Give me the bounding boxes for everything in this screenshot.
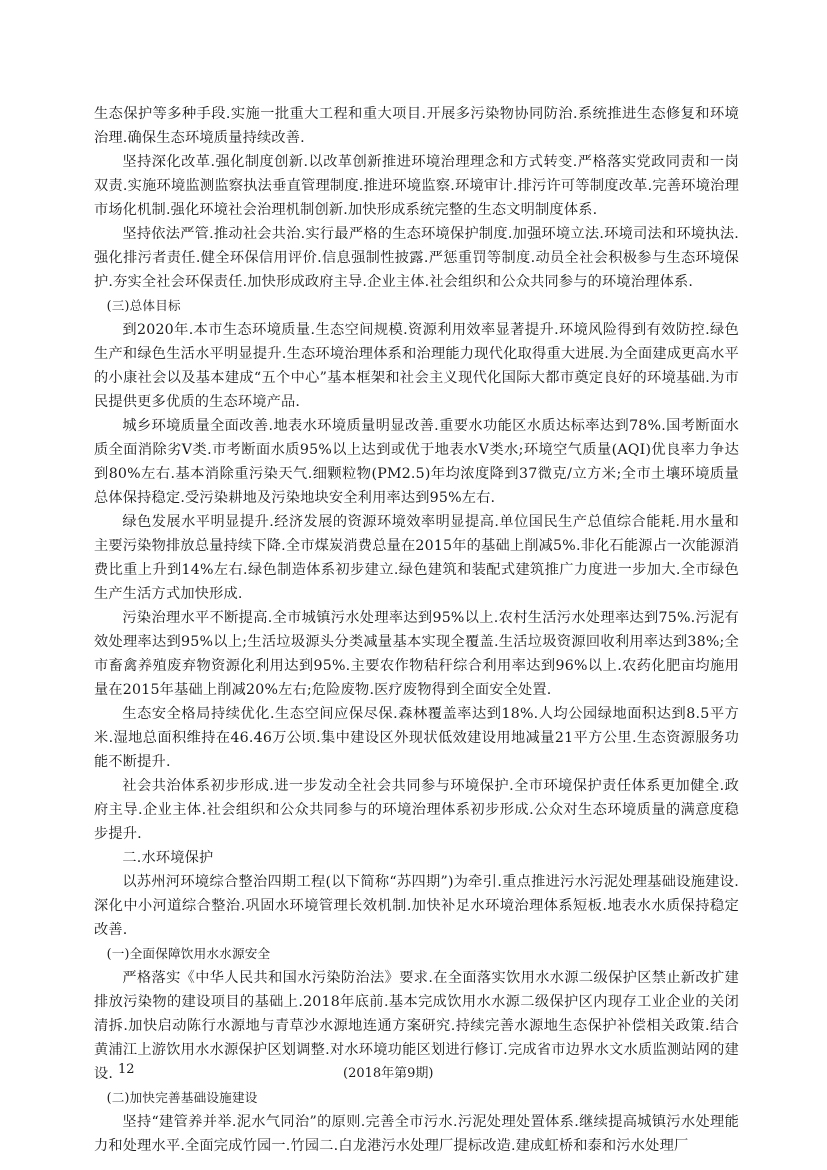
body-paragraph: 污染治理水平不断提高.全市城镇污水处理率达到95%以上.农村生活污水处理率达到75%.污泥有效处理率达到95%以上;生活垃圾源头分类减量基本实现全覆盖.生活垃圾资源回收利用率达到38%;全市畜禽养殖废弃物资源化利用达到95%.主要农作物秸秆综合利用率达到96%以上.农药化肥亩均施用量在2015年基础上削减20%左右;危险废物.医疗废物得到全面安全处置. xyxy=(94,610,739,698)
body-paragraph: 以苏州河环境综合整治四期工程(以下简称“苏四期”)为牵引.重点推进污水污泥处理基础设施建设.深化中小河道综合整治.巩固水环境管理长效机制.加快补足水环境治理体系短板.地表水水质保持稳定改善. xyxy=(94,874,739,938)
issue-label: (2018年第9期) xyxy=(343,1066,434,1081)
body-paragraph: 到2020年.本市生态环境质量.生态空间规模.资源利用效率显著提升.环境风险得到有效防控.绿色生产和绿色生活水平明显提升.生态环境治理体系和治理能力现代化取得重大进展.为全面建成更高水平的小康社会以及基本建成“五个中心”基本框架和社会主义现代化国际大都市奠定良好的环境基础.为市民提供更多优质的生态环境产品. xyxy=(94,322,739,410)
body-paragraph: 绿色发展水平明显提升.经济发展的资源环境效率明显提高.单位国民生产总值综合能耗.用水量和主要污染物排放总量持续下降.全市煤炭消费总量在2015年的基础上削减5%.非化石能源占一次能源消费比重上升到14%左右.绿色制造体系初步建立.绿色建筑和装配式建筑推广力度进一步加大.全市绿色生产生活方式加快形成. xyxy=(94,514,739,602)
body-paragraph: 坚持“建管养并举.泥水气同治”的原则.完善全市污水.污泥处理处置体系.继续提高城镇污水处理能力和处理水平.全面完成竹园一.竹园二.白龙港污水处理厂提标改造.建成虹桥和泰和污水处理厂 xyxy=(94,1114,739,1154)
subsection-heading: (三)总体目标 xyxy=(106,298,181,313)
body-paragraph: 城乡环境质量全面改善.地表水环境质量明显改善.重要水功能区水质达标率达到78%.国考断面水质全面消除劣Ⅴ类.市考断面水质95%以上达到或优于地表水Ⅴ类水;环境空气质量(AQI)优良率力争达到80%左右.基本消除重污染天气.细颗粒物(PM2.5)年均浓度降到37微克/立方米;全市土壤环境质量总体保持稳定.受污染耕地及污染地块安全利用率达到95%左右. xyxy=(94,418,739,506)
section-heading: 二.水环境保护 xyxy=(122,850,214,866)
subsection-heading: (二)加快完善基础设施建设 xyxy=(106,1090,258,1105)
body-paragraph: 生态安全格局持续优化.生态空间应保尽保.森林覆盖率达到18%.人均公园绿地面积达到8.5平方米.湿地总面积维持在46.46万公顷.集中建设区外现状低效建设用地减量21平方公里.生态资源服务功能不断提升. xyxy=(94,706,739,770)
document-page xyxy=(94,102,739,1158)
page-number: 12 xyxy=(118,1062,135,1077)
subsection-heading: (一)全面保障饮用水水源安全 xyxy=(106,946,271,961)
body-paragraph: 坚持依法严管.推动社会共治.实行最严格的生态环境保护制度.加强环境立法.环境司法和环境执法.强化排污者责任.健全环保信用评价.信息强制性披露.严惩重罚等制度.动员全社会积极参与生态环境保护.夯实全社会环保责任.加快形成政府主导.企业主体.社会组织和公众共同参与的环境治理体系. xyxy=(94,226,739,290)
body-paragraph: 生态保护等多种手段.实施一批重大工程和重大项目.开展多污染物协同防治.系统推进生态修复和环境治理.确保生态环境质量持续改善. xyxy=(94,106,739,146)
body-paragraph: 严格落实《中华人民共和国水污染防治法》要求.在全面落实饮用水水源二级保护区禁止新改扩建排放污染物的建设项目的基础上.2018年底前.基本完成饮用水水源二级保护区内现存工业企业的关闭清拆.加快启动陈行水源地与青草沙水源地连通方案研究.持续完善水源地生态保护补偿相关政策.结合黄浦江上游饮用水水源保护区划调整.对水环境功能区划进行修订.完成省市边界水文水质监测站网的建设. xyxy=(94,970,739,1082)
body-paragraph: 社会共治体系初步形成.进一步发动全社会共同参与环境保护.全市环境保护责任体系更加健全.政府主导.企业主体.社会组织和公众共同参与的环境治理体系初步形成.公众对生态环境质量的满意度稳步提升. xyxy=(94,778,739,842)
body-paragraph: 坚持深化改革.强化制度创新.以改革创新推进环境治理理念和方式转变.严格落实党政同责和一岗双责.实施环境监测监察执法垂直管理制度.推进环境监察.环境审计.排污许可等制度改革.完善环境治理市场化机制.强化环境社会治理机制创新.加快形成系统完整的生态文明制度体系. xyxy=(94,154,739,218)
document-body xyxy=(94,102,739,1158)
